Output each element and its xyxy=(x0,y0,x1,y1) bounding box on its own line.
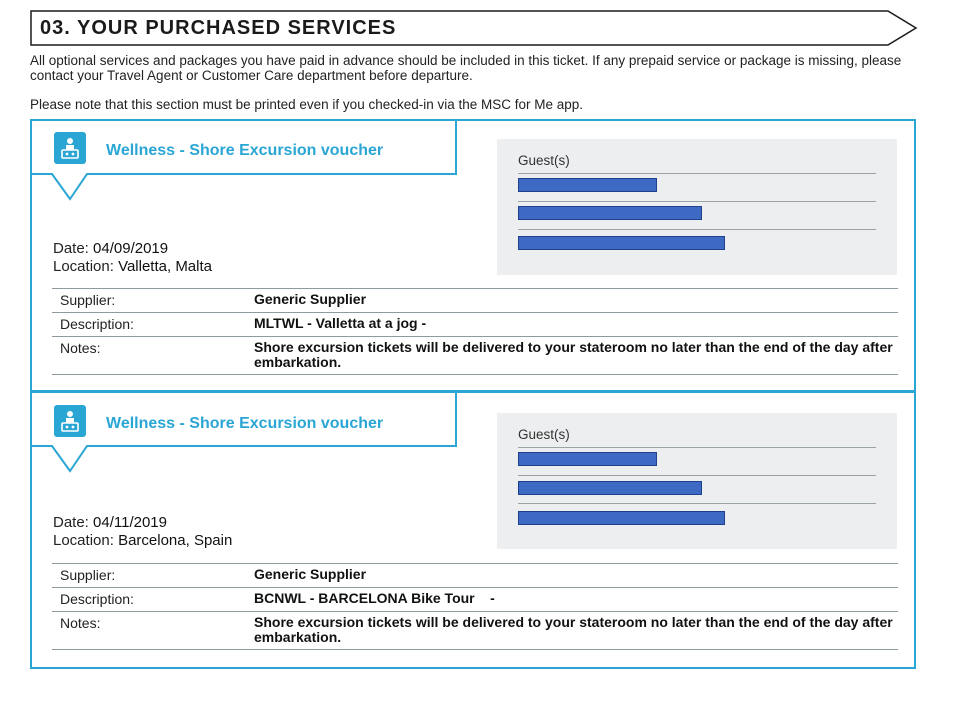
print-note: Please note that this section must be printed even if you checked-in via the MSC for Me app. xyxy=(30,97,584,112)
date-value: 04/11/2019 xyxy=(93,514,167,531)
redacted-guest-name xyxy=(518,511,725,525)
guests-panel xyxy=(497,139,897,275)
service-title: Wellness - Shore Excursion voucher xyxy=(106,142,384,159)
service-title: Wellness - Shore Excursion voucher xyxy=(106,415,384,432)
section-title: 03. YOUR PURCHASED SERVICES xyxy=(40,17,397,39)
location-label: Location: xyxy=(53,258,114,275)
excursion-icon xyxy=(54,405,86,437)
intro-text: All optional services and packages you have paid in advance should be included in this ticket. If any prepaid service or package is missing, please contact your Travel Agent or Customer Care department before departure. xyxy=(30,53,902,83)
notes-value: Shore excursion tickets will be delivered to your stateroom no later than the end of the day after embarkation. xyxy=(254,339,893,370)
service-location xyxy=(53,258,212,275)
service-date xyxy=(53,240,168,257)
notes-row xyxy=(52,611,898,650)
guests-panel xyxy=(497,413,897,549)
excursion-icon xyxy=(54,132,86,164)
redacted-guest-name xyxy=(518,452,657,466)
description-value: BCNWL - BARCELONA Bike Tour - xyxy=(254,590,495,606)
location-label: Location: xyxy=(53,532,114,549)
description-label: Description: xyxy=(60,591,134,607)
guests-label: Guest(s) xyxy=(518,153,570,168)
date-value: 04/09/2019 xyxy=(93,240,169,257)
redacted-guest-name xyxy=(518,481,702,495)
details-bottom-rule xyxy=(52,374,898,375)
supplier-value: Generic Supplier xyxy=(254,291,367,307)
guest-divider xyxy=(518,229,876,230)
guest-divider xyxy=(518,173,876,174)
details-bottom-rule xyxy=(52,649,898,650)
guest-divider xyxy=(518,503,876,504)
location-value: Barcelona, Spain xyxy=(118,532,233,549)
service-date xyxy=(53,514,167,531)
location-value: Valletta, Malta xyxy=(118,258,212,275)
redacted-guest-name xyxy=(518,178,657,192)
guest-divider xyxy=(518,201,876,202)
notes-label: Notes: xyxy=(60,340,101,356)
description-row xyxy=(52,312,898,337)
redacted-guest-name xyxy=(518,236,725,250)
supplier-label: Supplier: xyxy=(60,567,116,583)
notes-label: Notes: xyxy=(60,615,101,631)
card-tab-outline xyxy=(30,119,460,203)
service-card xyxy=(30,119,916,392)
service-location xyxy=(53,532,232,549)
supplier-value: Generic Supplier xyxy=(254,566,367,582)
date-label: Date: xyxy=(53,514,89,531)
service-card xyxy=(30,391,916,669)
guest-divider xyxy=(518,475,876,476)
guests-label: Guest(s) xyxy=(518,427,570,442)
notes-row xyxy=(52,336,898,375)
card-tab-outline xyxy=(30,391,460,475)
supplier-label: Supplier: xyxy=(60,292,116,308)
guest-divider xyxy=(518,447,876,448)
redacted-guest-name xyxy=(518,206,702,220)
description-row xyxy=(52,587,898,612)
description-value: MLTWL - Valletta at a jog - xyxy=(254,315,427,331)
date-label: Date: xyxy=(53,240,89,257)
notes-value: Shore excursion tickets will be delivered to your stateroom no later than the end of the day after embarkation. xyxy=(254,614,893,645)
supplier-row xyxy=(52,563,898,588)
supplier-row xyxy=(52,288,898,313)
description-label: Description: xyxy=(60,316,134,332)
